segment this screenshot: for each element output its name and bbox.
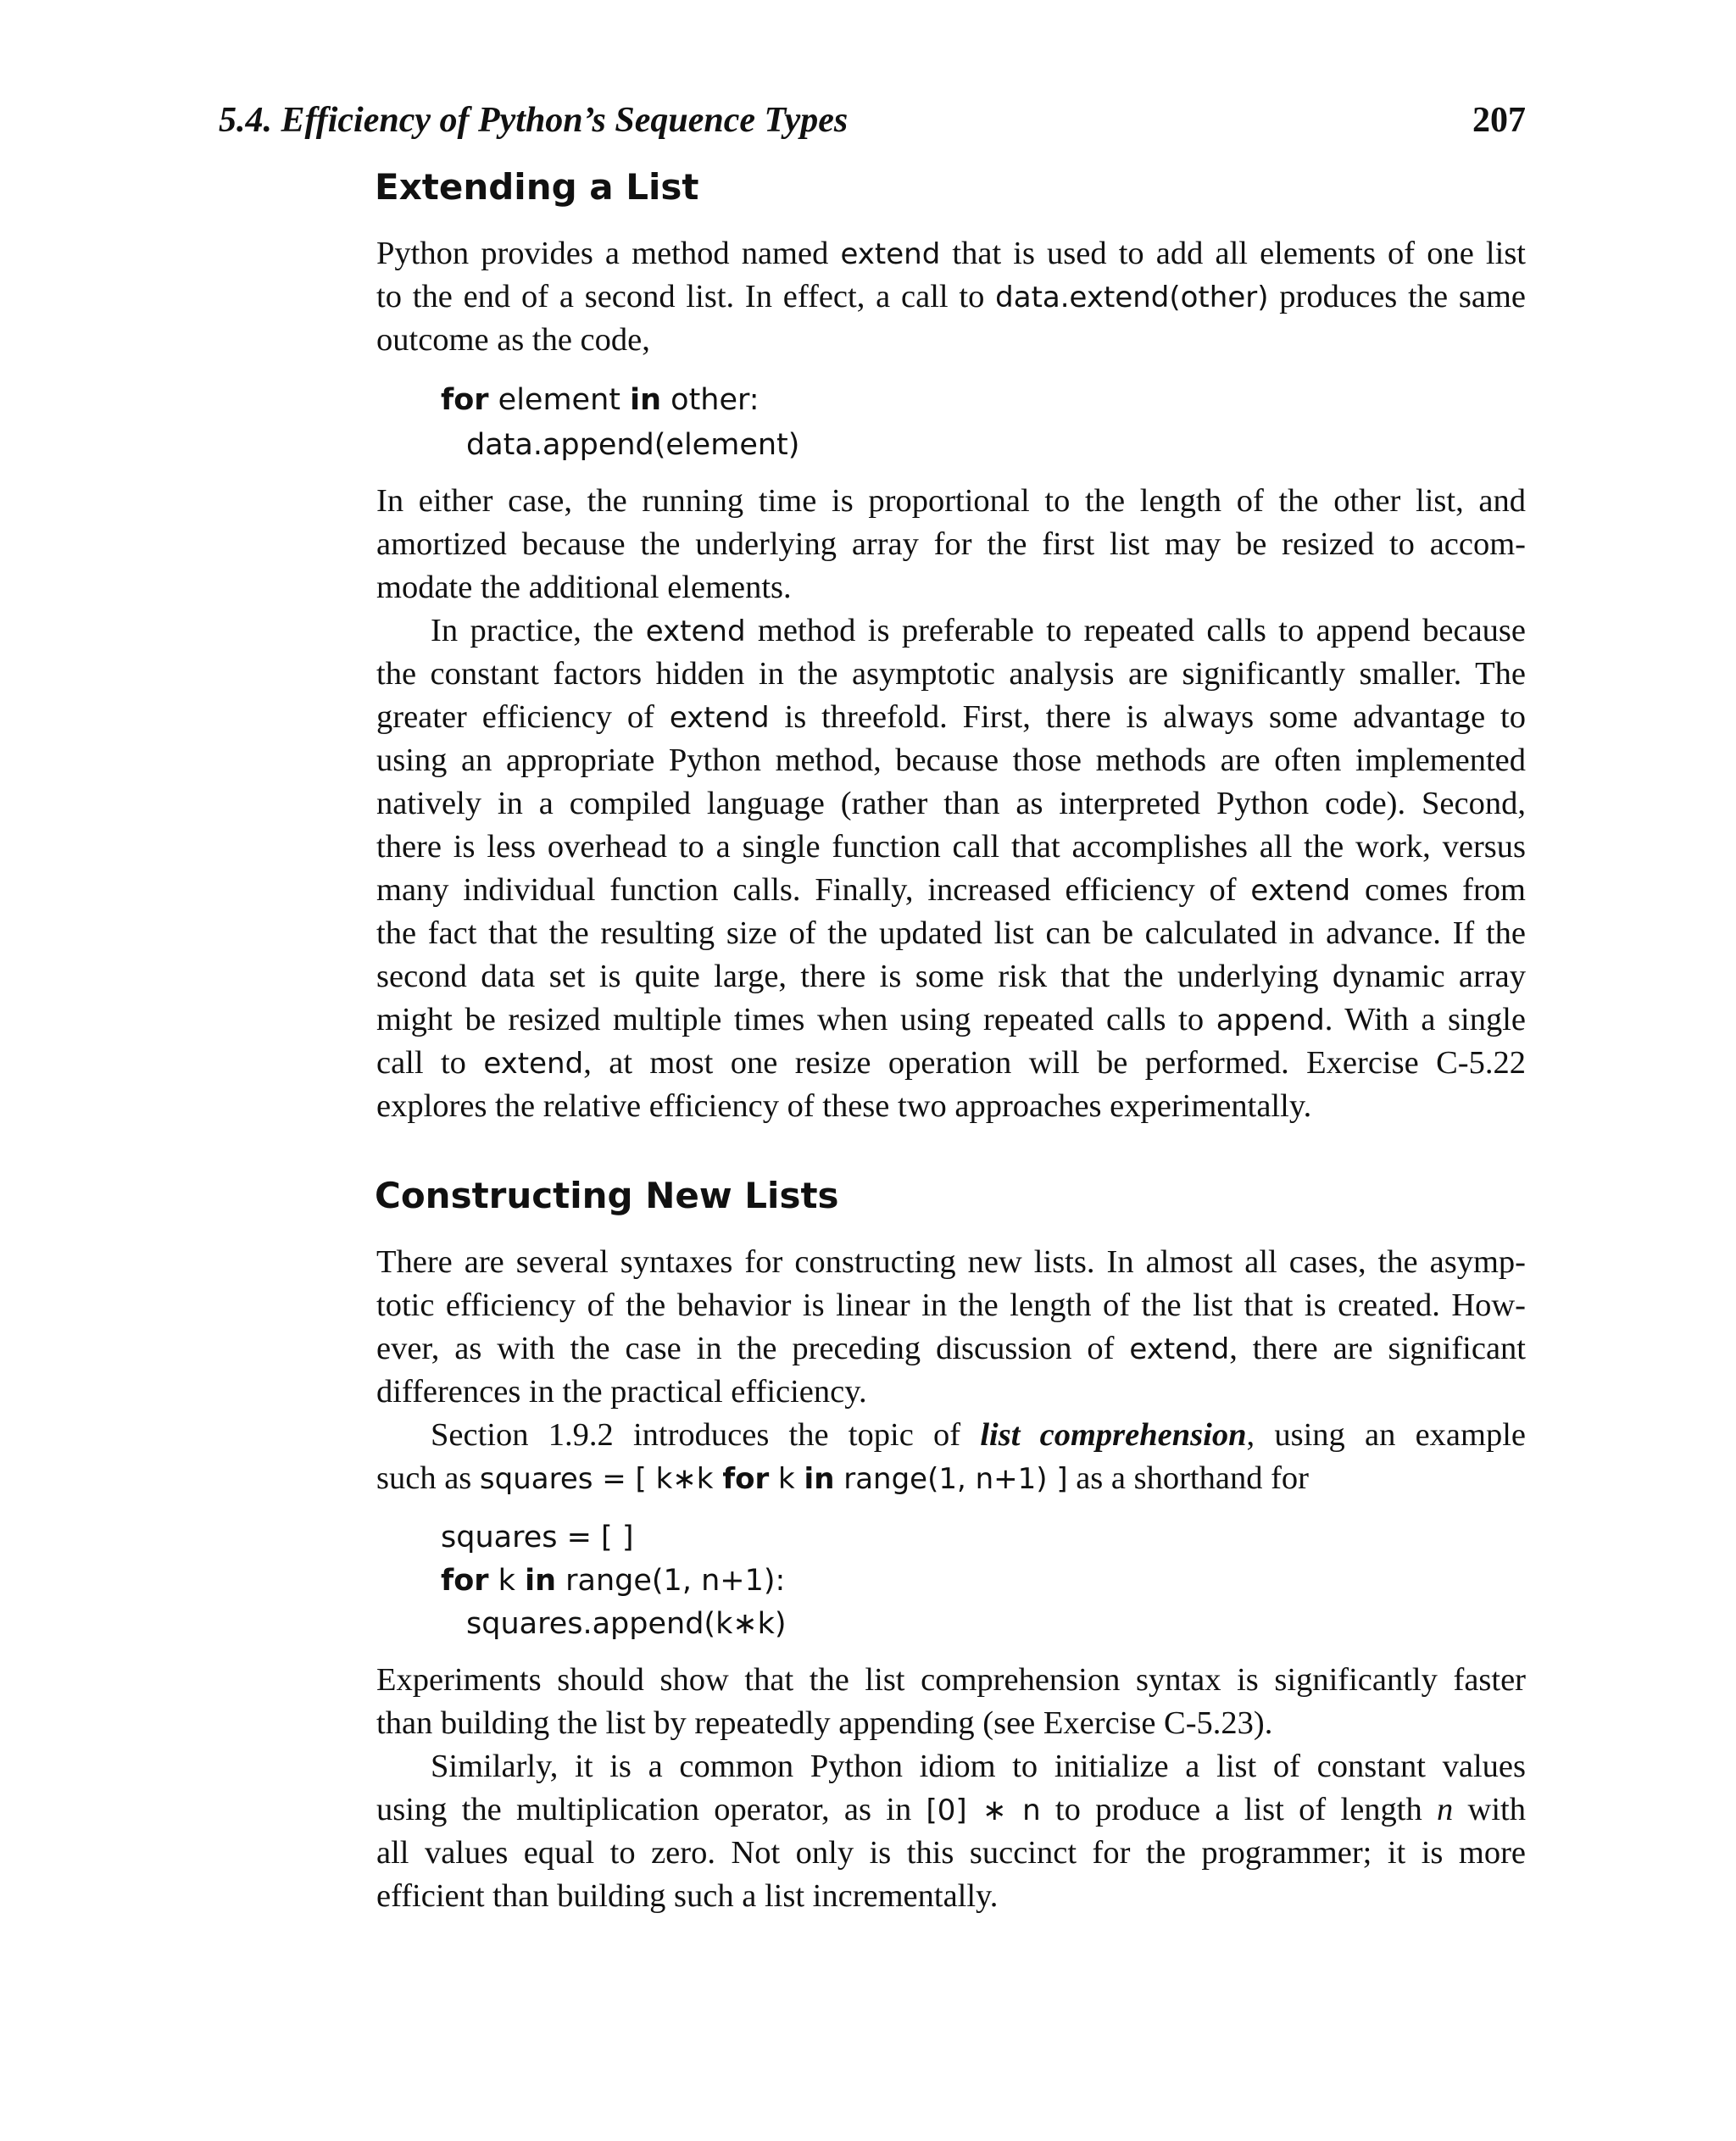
paragraph-line: totic efficiency of the behavior is linear in the length of the list that is created. How-	[376, 1287, 1526, 1323]
paragraph-line: In either case, the running time is proportional to the length of the other list, and	[376, 483, 1526, 519]
paragraph-line: Similarly, it is a common Python idiom to initialize a list of constant values	[431, 1749, 1526, 1784]
running-header	[219, 100, 1526, 151]
paragraph-line: ever, as with the case in the preceding discussion of extend, there are significant	[376, 1331, 1526, 1366]
code-line: squares = [ ]	[441, 1521, 634, 1554]
paragraph-line: to the end of a second list. In effect, a call to data.extend(other) produces the same	[376, 279, 1527, 314]
page-number: 207	[1472, 101, 1526, 140]
paragraph-line: than building the list by repeatedly appending (see Exercise C-5.23).	[376, 1705, 1273, 1741]
paragraph-line: call to extend, at most one resize operation will be performed. Exercise C-5.22	[376, 1045, 1526, 1081]
paragraph-line: Section 1.9.2 introduces the topic of list comprehension, using an example	[431, 1417, 1526, 1453]
code-line: data.append(element)	[466, 428, 800, 462]
paragraph-line: the constant factors hidden in the asymptotic analysis are significantly smaller. The	[376, 656, 1526, 692]
paragraph-line: explores the relative efficiency of these two approaches experimentally.	[376, 1088, 1312, 1124]
code-line: for k in range(1, n+1):	[441, 1564, 786, 1598]
paragraph-line: There are several syntaxes for constructing new lists. In almost all cases, the asymp-	[376, 1244, 1526, 1280]
paragraph-line: efficient than building such a list incrementally.	[376, 1878, 999, 1914]
paragraph-line: many individual function calls. Finally, increased efficiency of extend comes from	[376, 872, 1526, 908]
paragraph-line: second data set is quite large, there is some risk that the underlying dynamic array	[376, 959, 1526, 994]
paragraph-line: modate the additional elements.	[376, 570, 792, 605]
code-line: squares.append(k∗k)	[466, 1607, 787, 1641]
paragraph-line: might be resized multiple times when using repeated calls to append. With a single	[376, 1002, 1526, 1037]
paragraph-line: differences in the practical efficiency.	[376, 1374, 867, 1410]
paragraph-line: such as squares = [ k∗k for k in range(1, n+1) ] as a shorthand for	[376, 1460, 1309, 1496]
section-heading-constructing: Constructing New Lists	[375, 1175, 839, 1216]
paragraph-line: using an appropriate Python method, because those methods are often implemented	[376, 742, 1526, 778]
paragraph-line: there is less overhead to a single function call that accomplishes all the work, versus	[376, 829, 1526, 865]
paragraph-line: all values equal to zero. Not only is this succinct for the programmer; it is more	[376, 1835, 1526, 1871]
section-heading-extending: Extending a List	[375, 166, 699, 208]
paragraph-line: Experiments should show that the list comprehension syntax is significantly faster	[376, 1662, 1526, 1698]
paragraph-line: the fact that the resulting size of the updated list can be calculated in advance. If the	[376, 915, 1526, 951]
paragraph-line: greater efficiency of extend is threefold. First, there is always some advantage to	[376, 699, 1526, 735]
paragraph-line: outcome as the code,	[376, 322, 650, 358]
code-line: for element in other:	[441, 383, 760, 417]
paragraph-line: In practice, the extend method is preferable to repeated calls to append because	[431, 613, 1526, 648]
paragraph-line: using the multiplication operator, as in [0] ∗ n to produce a list of length n with	[376, 1792, 1526, 1827]
paragraph-line: amortized because the underlying array for the first list may be resized to accom-	[376, 526, 1526, 562]
paragraph-line: Python provides a method named extend that is used to add all elements of one list	[376, 236, 1526, 271]
header-section-title: 5.4. Efficiency of Python’s Sequence Types	[219, 101, 849, 140]
paragraph-line: natively in a compiled language (rather than as interpreted Python code). Second,	[376, 786, 1526, 821]
